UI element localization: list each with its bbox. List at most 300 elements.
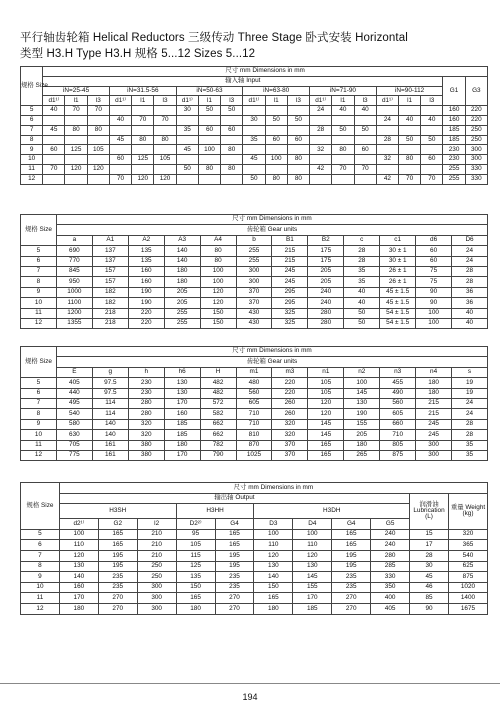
dims-header: 尺寸 mm Dimensions in mm — [56, 215, 487, 225]
data-cell: 205 — [308, 277, 344, 287]
column-header: d1¹⁾ — [310, 96, 332, 106]
data-cell: 28 — [310, 125, 332, 135]
data-cell — [132, 145, 154, 155]
data-cell: 30 ± 1 — [380, 246, 416, 256]
data-cell: 130 — [164, 388, 200, 398]
data-cell: 50 — [332, 125, 354, 135]
data-cell: 300 — [236, 277, 272, 287]
data-cell: 662 — [200, 430, 236, 440]
data-cell: 80 — [265, 174, 287, 184]
data-cell: 45 — [243, 155, 265, 165]
size-cell: 7 — [21, 266, 57, 276]
column-header: l1 — [132, 96, 154, 106]
data-cell: 100 — [200, 277, 236, 287]
column-header: c1 — [380, 235, 416, 245]
data-cell: 320 — [448, 529, 487, 540]
data-cell: 40 — [421, 115, 443, 125]
data-cell: 182 — [92, 298, 128, 308]
data-cell: 240 — [308, 287, 344, 297]
data-cell — [87, 174, 109, 184]
data-cell: 235 — [98, 582, 137, 593]
data-cell: 325 — [272, 308, 308, 318]
data-cell: 245 — [416, 419, 452, 429]
table-row — [21, 308, 488, 318]
data-cell: 270 — [332, 593, 371, 604]
data-cell: 100 — [265, 155, 287, 165]
data-cell: 430 — [236, 318, 272, 328]
data-cell — [398, 125, 420, 135]
data-cell: 40 — [452, 308, 488, 318]
data-cell: 280 — [128, 409, 164, 419]
table-row — [21, 550, 488, 561]
data-cell — [287, 106, 309, 116]
data-cell: 28 — [452, 419, 488, 429]
data-cell: 482 — [200, 378, 236, 388]
gear-units-table-2 — [20, 346, 488, 461]
data-cell: 180 — [59, 603, 98, 614]
table-row — [21, 174, 488, 184]
column-header: H — [200, 367, 236, 377]
size-cell: 9 — [21, 572, 60, 583]
data-cell: 235 — [215, 582, 254, 593]
table-row — [21, 540, 488, 551]
data-cell: 280 — [308, 318, 344, 328]
data-cell — [265, 106, 287, 116]
data-cell — [154, 164, 176, 174]
ratio-group-header: iN=50-63 — [176, 86, 243, 96]
data-cell: 80 — [287, 174, 309, 184]
data-cell: 50 — [198, 106, 220, 116]
data-cell: 170 — [59, 593, 98, 604]
data-cell: 165 — [176, 593, 215, 604]
data-cell: 30 — [410, 561, 449, 572]
column-header: m3 — [272, 367, 308, 377]
size-cell: 5 — [21, 529, 60, 540]
size-cell: 6 — [21, 115, 43, 125]
data-cell: 572 — [200, 398, 236, 408]
data-cell: 40 — [344, 298, 380, 308]
size-cell: 8 — [21, 277, 57, 287]
data-cell: 210 — [137, 550, 176, 561]
data-cell: 580 — [56, 419, 92, 429]
data-cell: 137 — [92, 246, 128, 256]
data-cell — [243, 145, 265, 155]
data-cell: 400 — [371, 593, 410, 604]
data-cell — [154, 145, 176, 155]
data-cell: 490 — [380, 388, 416, 398]
data-cell: 161 — [92, 440, 128, 450]
data-cell: 100 — [344, 378, 380, 388]
data-cell: 165 — [215, 529, 254, 540]
data-cell: 190 — [128, 287, 164, 297]
data-cell: 50 — [176, 164, 198, 174]
data-cell: 235 — [215, 572, 254, 583]
data-cell: 42 — [310, 164, 332, 174]
data-cell: 255 — [164, 308, 200, 318]
data-cell: 560 — [236, 388, 272, 398]
data-cell: 125 — [176, 561, 215, 572]
column-header: g — [92, 367, 128, 377]
data-cell — [398, 145, 420, 155]
column-header: l1 — [198, 96, 220, 106]
data-cell: 120 — [154, 174, 176, 184]
ratio-group-header: iN=71-90 — [310, 86, 377, 96]
size-cell: 11 — [21, 440, 57, 450]
data-cell: 870 — [236, 440, 272, 450]
data-cell: 50 — [354, 125, 376, 135]
table-row — [21, 430, 488, 440]
data-cell: 105 — [87, 145, 109, 155]
data-cell — [132, 164, 154, 174]
data-cell: 60 — [221, 125, 243, 135]
gear-units-table-1 — [20, 214, 488, 329]
data-cell: 245 — [272, 277, 308, 287]
size-cell: 12 — [21, 318, 57, 328]
data-cell — [332, 174, 354, 184]
data-cell: 1675 — [448, 603, 487, 614]
data-cell — [176, 115, 198, 125]
data-cell: 135 — [128, 246, 164, 256]
data-cell — [43, 115, 65, 125]
footer-rule — [0, 683, 500, 684]
data-cell — [354, 115, 376, 125]
size-cell: 7 — [21, 125, 43, 135]
data-cell: 35 — [452, 450, 488, 460]
data-cell: 300 — [137, 593, 176, 604]
table-row — [21, 593, 488, 604]
data-cell: 185 — [443, 135, 465, 145]
column-header: c — [344, 235, 380, 245]
data-cell: 265 — [344, 450, 380, 460]
data-cell: 782 — [200, 440, 236, 450]
data-cell: 370 — [272, 450, 308, 460]
data-cell — [65, 115, 87, 125]
data-cell: 165 — [308, 440, 344, 450]
data-cell: 480 — [236, 378, 272, 388]
data-cell: 195 — [332, 550, 371, 561]
data-cell: 195 — [215, 561, 254, 572]
data-cell: 60 — [265, 135, 287, 145]
data-cell — [109, 125, 131, 135]
data-cell: 180 — [344, 440, 380, 450]
size-header: 规格 Size — [21, 347, 57, 378]
ratio-group-header: iN=31.5-56 — [109, 86, 176, 96]
data-cell: 45 ± 1.5 — [380, 287, 416, 297]
data-cell: 50 — [243, 174, 265, 184]
data-cell: 370 — [272, 440, 308, 450]
data-cell: 582 — [200, 409, 236, 419]
data-cell: 320 — [128, 419, 164, 429]
data-cell: 120 — [132, 174, 154, 184]
data-cell: 220 — [128, 308, 164, 318]
column-header: n1 — [308, 367, 344, 377]
size-cell: 11 — [21, 164, 43, 174]
data-cell: 195 — [98, 561, 137, 572]
data-cell: 540 — [448, 550, 487, 561]
data-cell — [265, 164, 287, 174]
data-cell: 1020 — [448, 582, 487, 593]
table-row — [21, 603, 488, 614]
size-cell: 12 — [21, 450, 57, 460]
size-cell: 9 — [21, 287, 57, 297]
data-cell: 45 — [176, 145, 198, 155]
table-row — [21, 125, 488, 135]
data-cell: 165 — [254, 593, 293, 604]
table-row — [21, 155, 488, 165]
data-cell: 350 — [371, 582, 410, 593]
data-cell: 205 — [164, 287, 200, 297]
data-cell: 80 — [332, 145, 354, 155]
data-cell: 24 — [452, 409, 488, 419]
data-cell: 50 — [287, 115, 309, 125]
data-cell: 175 — [308, 256, 344, 266]
data-cell: 135 — [176, 572, 215, 583]
data-cell: 70 — [154, 115, 176, 125]
data-cell: 875 — [448, 572, 487, 583]
table-row — [21, 256, 488, 266]
data-cell: 300 — [236, 266, 272, 276]
data-cell: 45 — [109, 135, 131, 145]
data-cell: 330 — [371, 572, 410, 583]
data-cell: 185 — [164, 419, 200, 429]
data-cell — [243, 106, 265, 116]
column-header: l3 — [421, 96, 443, 106]
data-cell: 24 — [452, 398, 488, 408]
data-cell: 60 — [416, 246, 452, 256]
data-cell — [376, 106, 398, 116]
column-header: l1 — [398, 96, 420, 106]
data-cell: 185 — [293, 603, 332, 614]
column-header: l3 — [221, 96, 243, 106]
data-cell — [221, 115, 243, 125]
data-cell: 120 — [254, 550, 293, 561]
data-cell — [265, 145, 287, 155]
size-cell: 12 — [21, 174, 43, 184]
data-cell: 110 — [59, 540, 98, 551]
data-cell: 155 — [293, 582, 332, 593]
data-cell: 365 — [448, 540, 487, 551]
data-cell: 60 — [416, 256, 452, 266]
data-cell: 235 — [98, 572, 137, 583]
data-cell: 330 — [465, 164, 487, 174]
data-cell: 775 — [56, 450, 92, 460]
data-cell — [287, 145, 309, 155]
size-cell: 9 — [21, 145, 43, 155]
data-cell: 875 — [380, 450, 416, 460]
column-header: B2 — [308, 235, 344, 245]
column-header: n3 — [380, 367, 416, 377]
column-header: A4 — [200, 235, 236, 245]
data-cell: 120 — [293, 550, 332, 561]
data-cell: 1200 — [56, 308, 92, 318]
table-row — [21, 450, 488, 460]
data-cell — [354, 155, 376, 165]
data-cell: 160 — [443, 106, 465, 116]
data-cell — [154, 106, 176, 116]
data-cell: 120 — [59, 550, 98, 561]
data-cell: 380 — [128, 440, 164, 450]
data-cell: 300 — [465, 155, 487, 165]
lubrication-header: 润滑油 Lubrication (L) — [410, 493, 449, 529]
data-cell: 150 — [200, 318, 236, 328]
column-header: A2 — [128, 235, 164, 245]
data-cell — [198, 135, 220, 145]
data-cell: 125 — [132, 155, 154, 165]
data-cell: 70 — [65, 106, 87, 116]
data-cell: 100 — [416, 308, 452, 318]
column-header: l2 — [137, 519, 176, 530]
weight-header: 重量 Weight (kg) — [448, 493, 487, 529]
column-header: h6 — [164, 367, 200, 377]
data-cell: 320 — [272, 430, 308, 440]
data-cell — [198, 115, 220, 125]
data-cell: 157 — [92, 266, 128, 276]
data-cell: 100 — [200, 266, 236, 276]
data-cell — [198, 155, 220, 165]
data-cell: 70 — [87, 106, 109, 116]
data-cell: 710 — [236, 419, 272, 429]
data-cell: 185 — [443, 125, 465, 135]
data-cell: 230 — [128, 378, 164, 388]
data-cell — [398, 106, 420, 116]
data-cell: 75 — [416, 277, 452, 287]
data-cell: 950 — [56, 277, 92, 287]
data-cell: 165 — [98, 529, 137, 540]
group-h3sh: H3SH — [59, 504, 176, 519]
data-cell: 240 — [371, 540, 410, 551]
data-cell: 260 — [272, 398, 308, 408]
size-cell: 8 — [21, 409, 57, 419]
table-row — [21, 164, 488, 174]
table-row — [21, 388, 488, 398]
data-cell: 320 — [272, 419, 308, 429]
size-cell: 10 — [21, 430, 57, 440]
data-cell: 145 — [293, 572, 332, 583]
data-cell: 160 — [164, 409, 200, 419]
data-cell: 80 — [154, 135, 176, 145]
data-cell — [376, 164, 398, 174]
data-cell: 710 — [380, 430, 416, 440]
data-cell — [65, 135, 87, 145]
data-cell: 180 — [164, 266, 200, 276]
data-cell: 255 — [236, 246, 272, 256]
data-cell — [176, 174, 198, 184]
data-cell: 230 — [128, 388, 164, 398]
data-cell: 120 — [308, 409, 344, 419]
data-cell: 605 — [380, 409, 416, 419]
data-cell: 235 — [332, 582, 371, 593]
data-cell: 295 — [272, 298, 308, 308]
data-cell: 97.5 — [92, 378, 128, 388]
data-cell: 120 — [308, 398, 344, 408]
column-header: a — [56, 235, 92, 245]
data-cell: 560 — [380, 398, 416, 408]
column-header: l3 — [154, 96, 176, 106]
output-header: 输出轴 Output — [59, 493, 409, 504]
data-cell: 195 — [215, 550, 254, 561]
column-header: D2²⁾ — [176, 519, 215, 530]
data-cell: 28 — [344, 246, 380, 256]
data-cell: 161 — [92, 450, 128, 460]
data-cell — [243, 164, 265, 174]
table-row — [21, 298, 488, 308]
table-row — [21, 246, 488, 256]
data-cell: 245 — [416, 430, 452, 440]
data-cell — [65, 174, 87, 184]
table-row — [21, 106, 488, 116]
data-cell: 50 — [421, 135, 443, 145]
data-cell: 60 — [287, 135, 309, 145]
ratio-group-header: iN=90-112 — [376, 86, 443, 96]
data-cell: 625 — [448, 561, 487, 572]
data-cell — [376, 125, 398, 135]
data-cell: 28 — [452, 266, 488, 276]
table-row — [21, 145, 488, 155]
size-cell: 8 — [21, 561, 60, 572]
data-cell: 180 — [176, 603, 215, 614]
table-row — [21, 440, 488, 450]
column-header: l3 — [287, 96, 309, 106]
data-cell: 405 — [56, 378, 92, 388]
data-cell: 24 — [452, 246, 488, 256]
data-cell — [43, 135, 65, 145]
data-cell: 105 — [308, 388, 344, 398]
data-cell: 114 — [92, 409, 128, 419]
column-header: b — [236, 235, 272, 245]
data-cell — [310, 115, 332, 125]
dims-header: 尺寸 mm Dimensions in mm — [56, 347, 487, 357]
table-row — [21, 287, 488, 297]
data-cell — [109, 106, 131, 116]
data-cell: 190 — [344, 409, 380, 419]
data-cell: 215 — [416, 398, 452, 408]
data-cell: 180 — [416, 378, 452, 388]
data-cell: 215 — [272, 256, 308, 266]
data-cell: 255 — [236, 256, 272, 266]
page-number: 194 — [242, 692, 258, 702]
data-cell: 170 — [293, 593, 332, 604]
table-row — [21, 572, 488, 583]
data-cell: 250 — [465, 125, 487, 135]
data-cell: 90 — [416, 287, 452, 297]
data-cell: 28 — [452, 430, 488, 440]
data-cell: 80 — [65, 125, 87, 135]
data-cell: 220 — [128, 318, 164, 328]
data-cell: 60 — [354, 145, 376, 155]
data-cell: 120 — [87, 164, 109, 174]
data-cell — [198, 174, 220, 184]
data-cell: 195 — [332, 561, 371, 572]
data-cell: 145 — [308, 430, 344, 440]
data-cell — [310, 135, 332, 145]
size-cell: 10 — [21, 582, 60, 593]
table-row — [21, 582, 488, 593]
input-header: 输入轴 Input — [43, 76, 443, 86]
data-cell: 218 — [92, 308, 128, 318]
data-cell: 160 — [59, 582, 98, 593]
data-cell: 46 — [410, 582, 449, 593]
data-cell: 150 — [176, 582, 215, 593]
data-cell: 40 — [332, 106, 354, 116]
data-cell: 80 — [200, 246, 236, 256]
data-cell: 145 — [308, 419, 344, 429]
data-cell: 235 — [332, 572, 371, 583]
data-cell: 240 — [371, 529, 410, 540]
table-row — [21, 266, 488, 276]
data-cell: 70 — [354, 164, 376, 174]
data-cell: 205 — [344, 430, 380, 440]
table-row — [21, 378, 488, 388]
